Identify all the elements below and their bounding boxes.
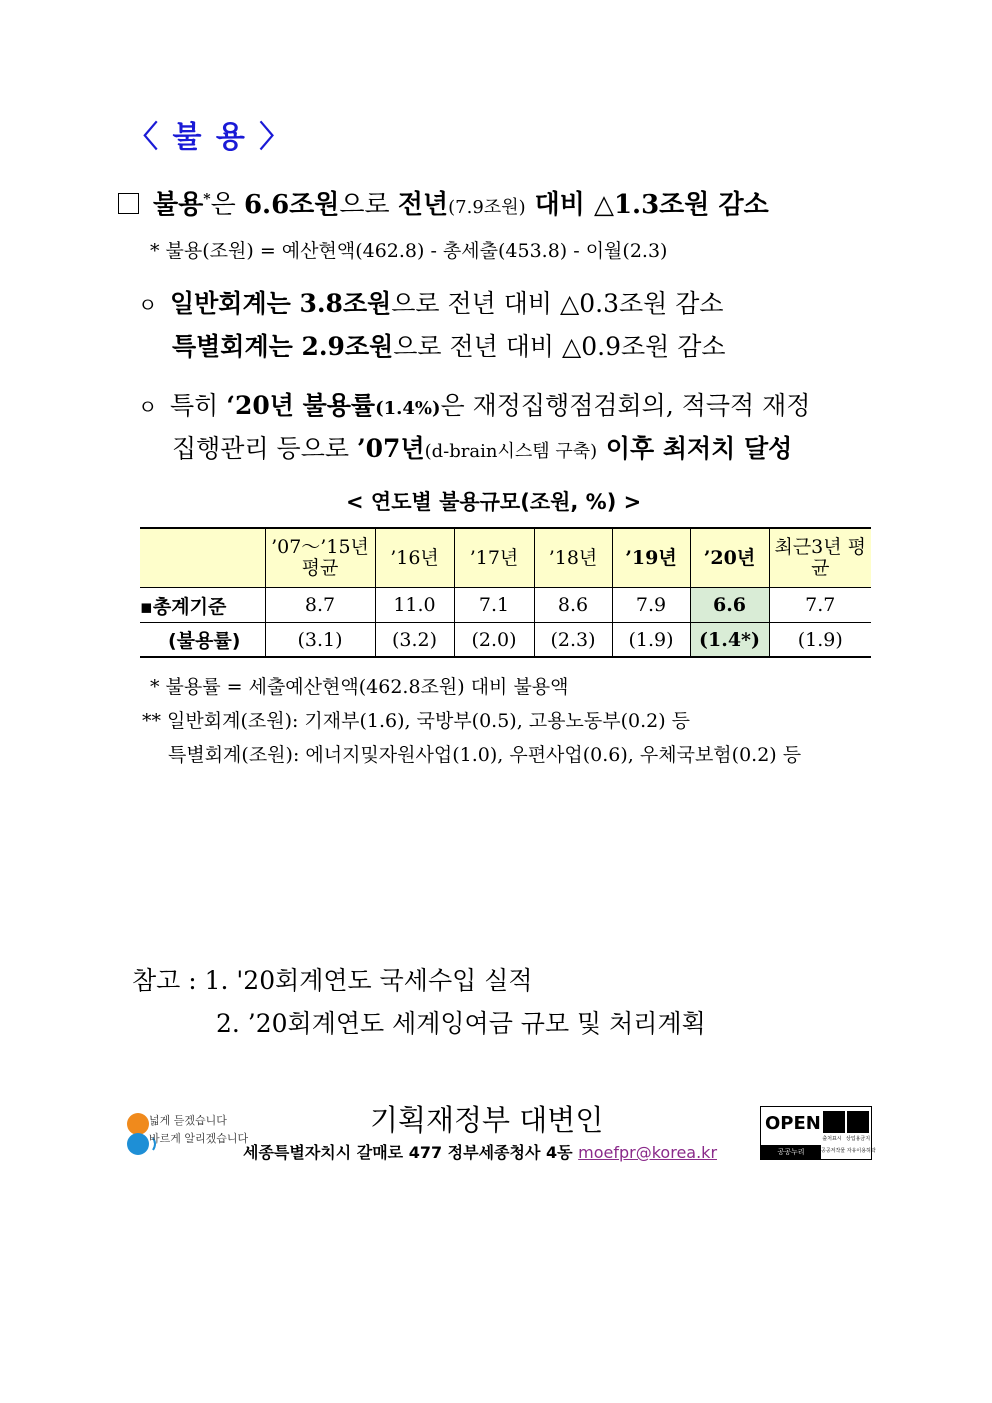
table-cell: (2.3) — [534, 623, 612, 658]
ministry-slogan-logo — [125, 1108, 249, 1158]
open-license-logo — [760, 1106, 876, 1160]
table-cell: 8.6 — [534, 588, 612, 623]
bullet-rate-line1: ㅇ 특히 ‘20년 불용률(1.4%)은 재정집행점검회의, 적극적 재정 — [138, 391, 811, 420]
table-row — [140, 623, 871, 658]
bullet-special: 특별회계는 2.9조원으로 전년 대비 △0.9조원 감소 — [172, 332, 726, 361]
open-icon-label-1: 출처표시 — [822, 1136, 842, 1142]
header-cell: ’16년 — [375, 528, 454, 588]
row-label: ▪총계기준 — [140, 588, 265, 623]
slogan-line-2: 바르게 알리겠습니다 — [149, 1132, 249, 1145]
table-cell: 7.1 — [454, 588, 534, 623]
reference-line-2: 2. ’20회계연도 세계잉여금 규모 및 처리계획 — [216, 1009, 706, 1038]
table-cell: (2.0) — [454, 623, 534, 658]
open-logo-sub2: 공공저작물 자유이용허락 — [821, 1148, 876, 1154]
table-cell: 11.0 — [375, 588, 454, 623]
header-empty — [140, 528, 265, 588]
header-cell: ’07～’15년 평균 — [265, 528, 375, 588]
table-cell: 7.7 — [769, 588, 871, 623]
section-title: 〈 불 용 〉 — [128, 120, 292, 155]
table-caption: < 연도별 불용규모(조원, %) > — [346, 490, 642, 514]
header-cell: ’17년 — [454, 528, 534, 588]
main-point: 불용*은 6.6조원으로 전년(7.9조원) 대비 △1.3조원 감소 — [118, 184, 769, 221]
contact-address: 세종특별자치시 갈매로 477 정부세종청사 4동 moefpr@korea.kr — [243, 1143, 718, 1162]
open-logo-sub1: 공공누리 — [761, 1145, 821, 1159]
checkbox-square-icon — [118, 193, 139, 214]
table-cell: 8.7 — [265, 588, 375, 623]
slogan-line-1: 넓게 듣겠습니다 — [149, 1114, 227, 1127]
attribution-icon — [823, 1111, 845, 1133]
footnote-general: ** 일반회계(조원): 기재부(1.6), 국방부(0.5), 고용노동부(0.2) 등 — [142, 710, 691, 732]
table-cell: (3.2) — [375, 623, 454, 658]
row-label: (불용률) — [140, 623, 265, 658]
formula-note: * 불용(조원) = 예산현액(462.8) - 총세출(453.8) - 이월(2.3) — [150, 240, 668, 262]
table-row — [140, 588, 871, 623]
open-icon-label-2: 상업용금지 — [845, 1136, 871, 1142]
table-cell-highlight: (1.4*) — [690, 623, 769, 658]
noncommercial-icon — [847, 1111, 869, 1133]
email-link[interactable]: moefpr@korea.kr — [578, 1143, 718, 1162]
table-cell: (3.1) — [265, 623, 375, 658]
header-cell: ’19년 — [612, 528, 690, 588]
table-cell: 7.9 — [612, 588, 690, 623]
header-cell: 최근3년 평균 — [769, 528, 871, 588]
reference-line-1: 참고 : 1. '20회계연도 국세수입 실적 — [132, 966, 533, 995]
header-cell: ’20년 — [690, 528, 769, 588]
header-cell: ’18년 — [534, 528, 612, 588]
unused-budget-table — [140, 527, 871, 658]
footnote-rate: * 불용률 = 세출예산현액(462.8조원) 대비 불용액 — [150, 676, 569, 698]
table-cell-highlight: 6.6 — [690, 588, 769, 623]
open-logo-text: OPEN — [765, 1113, 821, 1134]
table-cell: (1.9) — [769, 623, 871, 658]
table-header-row — [140, 528, 871, 588]
bullet-general: ㅇ 일반회계는 3.8조원으로 전년 대비 △0.3조원 감소 — [138, 289, 724, 318]
spokesperson-title: 기획재정부 대변인 — [370, 1103, 604, 1137]
footnote-special: 특별회계(조원): 에너지및자원사업(1.0), 우편사업(0.6), 우체국보험(0.2) 등 — [168, 744, 802, 766]
table-cell: (1.9) — [612, 623, 690, 658]
bullet-rate-line2: 집행관리 등으로 ’07년(d-brain시스템 구축) 이후 최저치 달성 — [172, 434, 793, 463]
